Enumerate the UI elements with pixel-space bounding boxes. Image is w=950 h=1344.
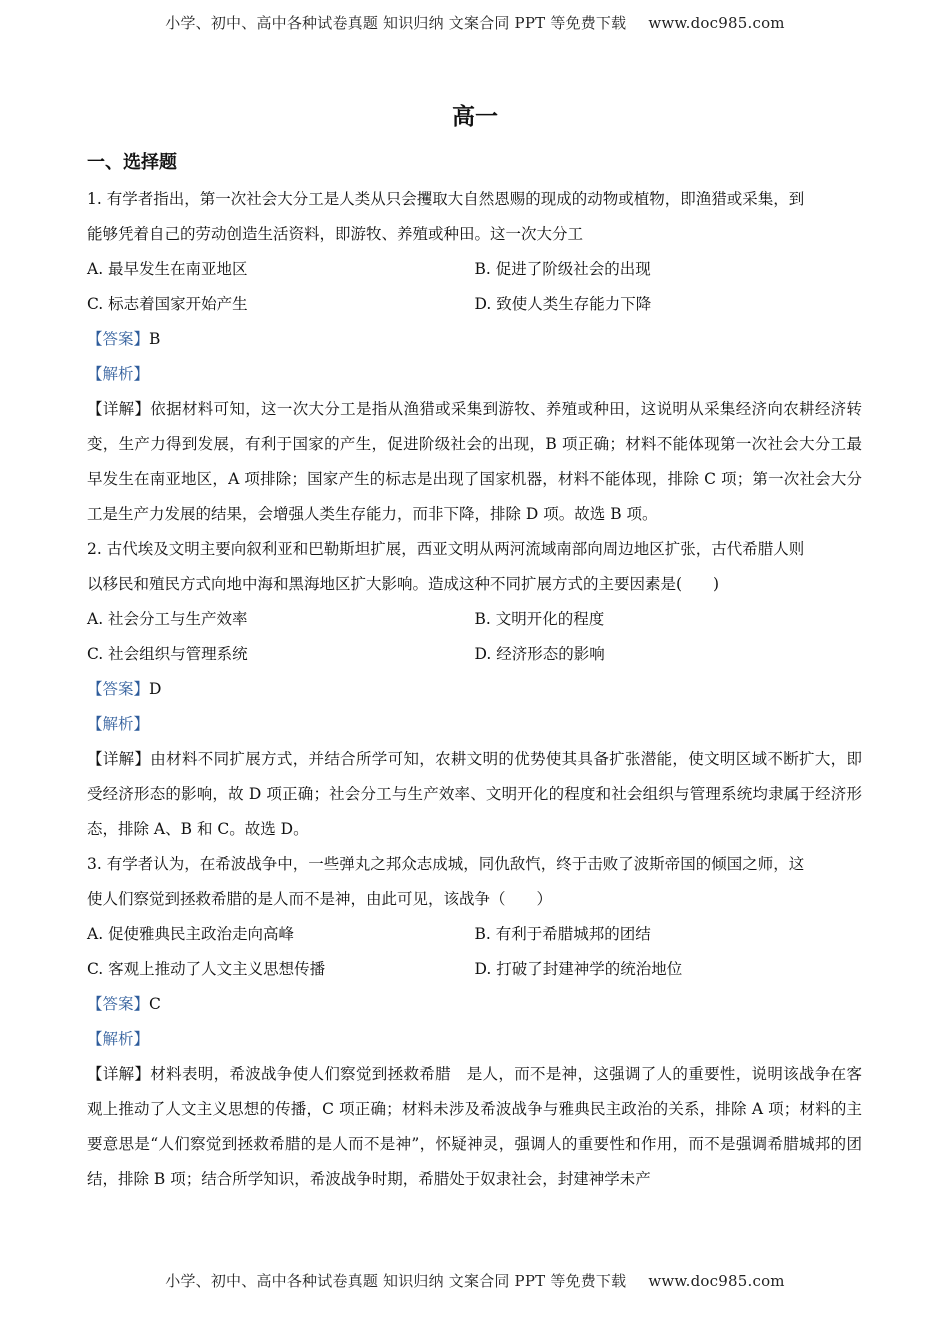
option-c: C. 标志着国家开始产生 [87,295,248,313]
option-c: C. 社会组织与管理系统 [87,645,248,663]
question-stem-line: 2. 古代埃及文明主要向叙利亚和巴勒斯坦扩展，西亚文明从两河流域南部向周边地区扩张，古代希腊人则 [87,540,805,558]
option-row [87,917,862,952]
option-row [87,287,862,322]
option-row [87,952,862,987]
question-stem-line: 能够凭着自己的劳动创造生活资料，即游牧、养殖或种田。这一次大分工 [87,225,584,243]
answer-line [87,672,862,707]
detail-paragraph [87,742,862,847]
detail-tag: 【详解】 [87,750,151,768]
footer-site-link[interactable]: www.doc985.com [648,1272,785,1290]
option-b: B. 文明开化的程度 [474,610,605,628]
question-3 [87,847,862,1197]
detail-tag: 【详解】 [87,400,151,418]
footer-text: 小学、初中、高中各种试卷真题 知识归纳 文案合同 PPT 等免费下载 [165,1272,627,1290]
option-row [87,637,862,672]
option-c: C. 客观上推动了人文主义思想传播 [87,960,326,978]
detail-tag: 【详解】 [87,1065,151,1083]
option-a: A. 社会分工与生产效率 [87,610,248,628]
answer-value: B [149,330,161,348]
question-stem-line: 3. 有学者认为，在希波战争中，一些弹丸之邦众志成城，同仇敌忾，终于击败了波斯帝国的倾国之师，这 [87,855,805,873]
question-stem-line: 1. 有学者指出，第一次社会大分工是人类从只会攫取大自然恩赐的现成的动物或植物，即渔猎或采集，到 [87,190,805,208]
option-d: D. 打破了封建神学的统治地位 [474,960,683,978]
section-title: 一、选择题 [87,152,177,173]
analysis-line [87,707,862,742]
page-title: 高一 [452,103,498,130]
option-b: B. 有利于希腊城邦的团结 [474,925,651,943]
question-1 [87,182,862,532]
page-header [0,12,950,33]
detail-paragraph [87,392,862,532]
option-d: D. 经济形态的影响 [474,645,605,663]
option-b: B. 促进了阶级社会的出现 [474,260,651,278]
analysis-line [87,357,862,392]
answer-tag: 【答案】 [87,995,150,1013]
answer-line [87,987,862,1022]
header-site-link[interactable]: www.doc985.com [648,14,785,32]
answer-tag: 【答案】 [87,680,150,698]
detail-text: 依据材料可知，这一次大分工是指从渔猎或采集到游牧、养殖或种田，这说明从采集经济向农耕经济转变，生产力得到发展，有利于国家的产生，促进阶级社会的出现，B 项正确；材料不能体现第一次社会大分工最早发生在南亚地区，A 项排除；国家产生的标志是出现了国家机器，材料不能体现，排除 C 项；第一次社会大分工是生产力发展的结果，会增强人类生存能力，而非下降，排除 D 项。故选 B 项。 [87,400,862,523]
header-text: 小学、初中、高中各种试卷真题 知识归纳 文案合同 PPT 等免费下载 [165,14,627,32]
answer-value: D [149,680,162,698]
analysis-tag: 【解析】 [87,715,150,733]
answer-line [87,322,862,357]
page-footer [0,1270,950,1291]
question-stem-line: 以移民和殖民方式向地中海和黑海地区扩大影响。造成这种不同扩展方式的主要因素是( ) [87,575,720,593]
analysis-tag: 【解析】 [87,1030,150,1048]
detail-text: 由材料不同扩展方式，并结合所学可知，农耕文明的优势使其具备扩张潜能，使文明区域不断扩大，即受经济形态的影响，故 D 项正确；社会分工与生产效率、文明开化的程度和社会组织与管理系统均隶属于经济形态，排除 A、B 和 C。故选 D。 [87,750,862,838]
option-a: A. 最早发生在南亚地区 [87,260,248,278]
option-row [87,252,862,287]
question-stem-line: 使人们察觉到拯救希腊的是人而不是神，由此可见，该战争（ ） [87,890,553,908]
answer-tag: 【答案】 [87,330,150,348]
answer-value: C [149,995,161,1013]
analysis-line [87,1022,862,1057]
detail-text: 材料表明，希波战争使人们察觉到拯救希腊 是人，而不是神，这强调了人的重要性，说明该战争在客观上推动了人文主义思想的传播，C 项正确；材料未涉及希波战争与雅典民主政治的关系，排除 A 项；材料的主要意思是“人们察觉到拯救希腊的是人而不是神”，怀疑神灵，强调人的重要性和作用，而不是强调希腊城邦的团结，排除 B 项；结合所学知识，希波战争时期，希腊处于奴隶社会，封建神学未产 [87,1065,862,1188]
detail-paragraph [87,1057,862,1197]
document-body [87,150,862,1197]
option-row [87,602,862,637]
analysis-tag: 【解析】 [87,365,150,383]
option-d: D. 致使人类生存能力下降 [474,295,652,313]
question-2 [87,532,862,847]
option-a: A. 促使雅典民主政治走向高峰 [87,925,295,943]
